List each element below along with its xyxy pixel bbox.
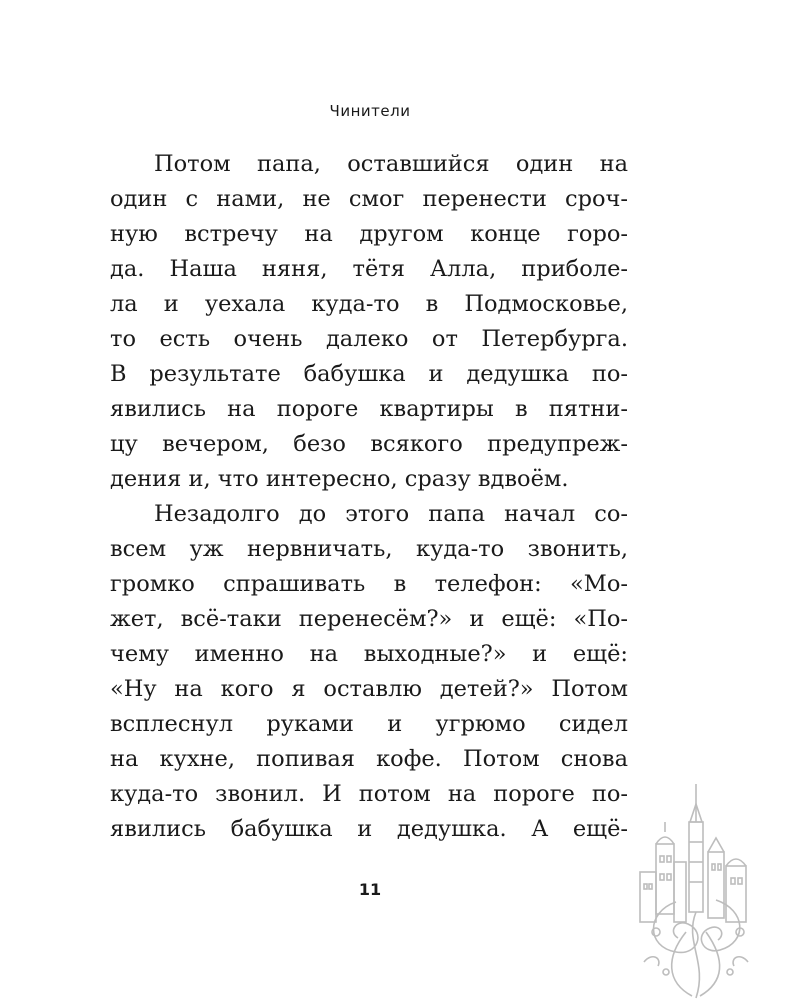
text-line: цу вечером, безо всякого предупреж- [110, 431, 628, 457]
city-skyline-ornament-icon [636, 782, 756, 1000]
text-line: дения и, что интересно, сразу вдвоём. [110, 466, 569, 492]
text-line: один с нами, не смог перенести сроч- [110, 186, 628, 212]
text-line: всплеснул руками и угрюмо сидел [110, 711, 628, 737]
text-line: громко спрашивать в телефон: «Мо- [110, 571, 628, 597]
text-line: куда-то звонил. И потом на пороге по- [110, 781, 628, 807]
text-line: жет, всё-таки перенесём?» и ещё: «По- [110, 606, 628, 632]
text-line: всем уж нервничать, куда-то звонить, [110, 536, 628, 562]
text-line: то есть очень далеко от Петербурга. [110, 326, 628, 352]
text-line: «Ну на кого я оставлю детей?» Потом [110, 676, 628, 702]
text-line: явились на пороге квартиры в пятни- [110, 396, 628, 422]
text-line: на кухне, попивая кофе. Потом снова [110, 746, 628, 772]
body-text [110, 147, 628, 847]
text-line: Потом папа, оставшийся один на [154, 151, 628, 177]
text-line: В результате бабушка и дедушка по- [110, 361, 628, 387]
paragraph-1 [110, 147, 628, 497]
text-line: да. Наша няня, тётя Алла, приболе- [110, 256, 628, 282]
text-line: явились бабушка и дедушка. А ещё- [110, 816, 628, 842]
text-line: Незадолго до этого папа начал со- [154, 501, 628, 527]
page-number: 11 [358, 880, 382, 899]
text-line: ную встречу на другом конце горо- [110, 221, 628, 247]
paragraph-2 [110, 497, 628, 847]
running-head: Чинители [329, 102, 411, 120]
text-line: ла и уехала куда-то в Подмосковье, [110, 291, 628, 317]
text-line: чему именно на выходные?» и ещё: [110, 641, 628, 667]
